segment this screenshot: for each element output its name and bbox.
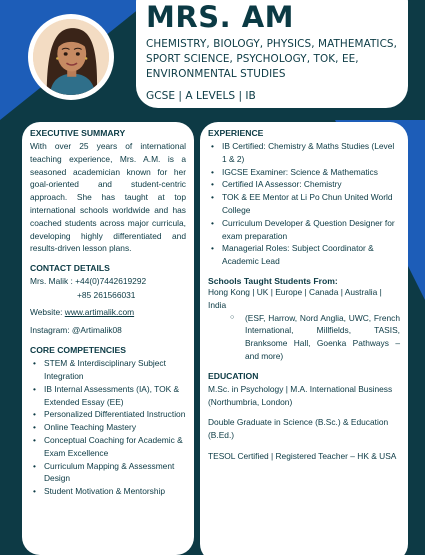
list-item: • IB Certified: Chemistry & Maths Studies (Level 1 & 2) — [208, 140, 400, 166]
website-row — [30, 306, 186, 320]
competencies-list — [30, 357, 186, 498]
subjects-list: CHEMISTRY, BIOLOGY, PHYSICS, MATHEMATICS, SPORT SCIENCE, PSYCHOLOGY, TOK, EE, ENVIRONMENTAL STUDIES — [146, 38, 398, 80]
left-column-card — [22, 122, 194, 555]
instagram-handle[interactable]: @Artimalik08 — [71, 324, 122, 335]
contact-details — [30, 275, 186, 337]
phone-primary[interactable]: +44(0)7442619292 — [75, 276, 147, 287]
website-link[interactable]: www.artimalik.com — [64, 307, 135, 318]
list-item: • Personalized Differentiated Instruction — [30, 408, 186, 421]
list-item: • Curriculum Mapping & Assessment Design — [30, 460, 186, 486]
schools-regions: Hong Kong | UK | Europe | Canada | Australia | India — [208, 286, 382, 310]
education-item: M.Sc. in Psychology | M.A. International Business (Northumbria, London) — [208, 383, 393, 407]
levels-list: GCSE | A LEVELS | IB — [146, 90, 256, 102]
avatar — [28, 14, 114, 100]
avatar-portrait — [33, 19, 109, 95]
list-item: • IB Internal Assessments (IA), TOK & Extended Essay (EE) — [30, 383, 186, 409]
schools-list — [208, 312, 400, 363]
list-item: • Student Motivation & Mentorship — [30, 485, 186, 498]
contact-title: CONTACT DETAILS — [30, 263, 110, 274]
list-item: • IGCSE Examiner: Science & Mathematics — [208, 166, 400, 179]
phone-label: Mrs. Malik : — [30, 276, 73, 287]
list-item: • Managerial Roles: Subject Coordinator & Academic Lead — [208, 242, 400, 268]
list-item: • Online Teaching Mastery — [30, 421, 186, 434]
list-item: ○ (ESF, Harrow, Nord Anglia, UWC, French International, Millfields, TASIS, Branksome Hall, Goenka Pathways – and more) — [230, 312, 400, 363]
phone-secondary[interactable]: +85 261566031 — [77, 289, 136, 300]
schools-title: Schools Taught Students From: — [208, 275, 338, 286]
education-item: TESOL Certified | Registered Teacher – HK & USA — [208, 450, 397, 461]
right-column-card — [200, 122, 408, 555]
list-item: • STEM & Interdisciplinary Subject Integration — [30, 357, 186, 383]
education-title: EDUCATION — [208, 370, 259, 381]
portrait-illustration-icon — [33, 19, 109, 95]
list-item: • Curriculum Developer & Question Designer for exam preparation — [208, 217, 400, 243]
instagram-label: Instagram: — [30, 324, 70, 335]
summary-text: With over 25 years of international teaching experience, Mrs. A.M. is a seasoned academician known for her goal-oriented and student-centric approach. She has taught at top international schools worldwide and has coached students across major curricula, developing highly differentiated and results-driven lesson plans. — [30, 141, 186, 254]
list-item: • Conceptual Coaching for Academic & Exam Excellence — [30, 434, 186, 460]
education-item: Double Graduate in Science (B.Sc.) & Education (B.Ed.) — [208, 417, 389, 441]
website-label: Website: — [30, 307, 63, 318]
list-item: • TOK & EE Mentor at Li Po Chun United World College — [208, 191, 400, 217]
header-card — [136, 0, 408, 108]
experience-title: EXPERIENCE — [208, 128, 264, 138]
instagram-row — [30, 324, 186, 338]
summary-title: EXECUTIVE SUMMARY — [30, 128, 126, 138]
competencies-title: CORE COMPETENCIES — [30, 345, 126, 356]
teacher-name: MRS. AM — [146, 0, 294, 34]
list-item: • Certified IA Assessor: Chemistry — [208, 178, 400, 191]
phone-row — [30, 275, 186, 289]
experience-list — [208, 140, 400, 268]
